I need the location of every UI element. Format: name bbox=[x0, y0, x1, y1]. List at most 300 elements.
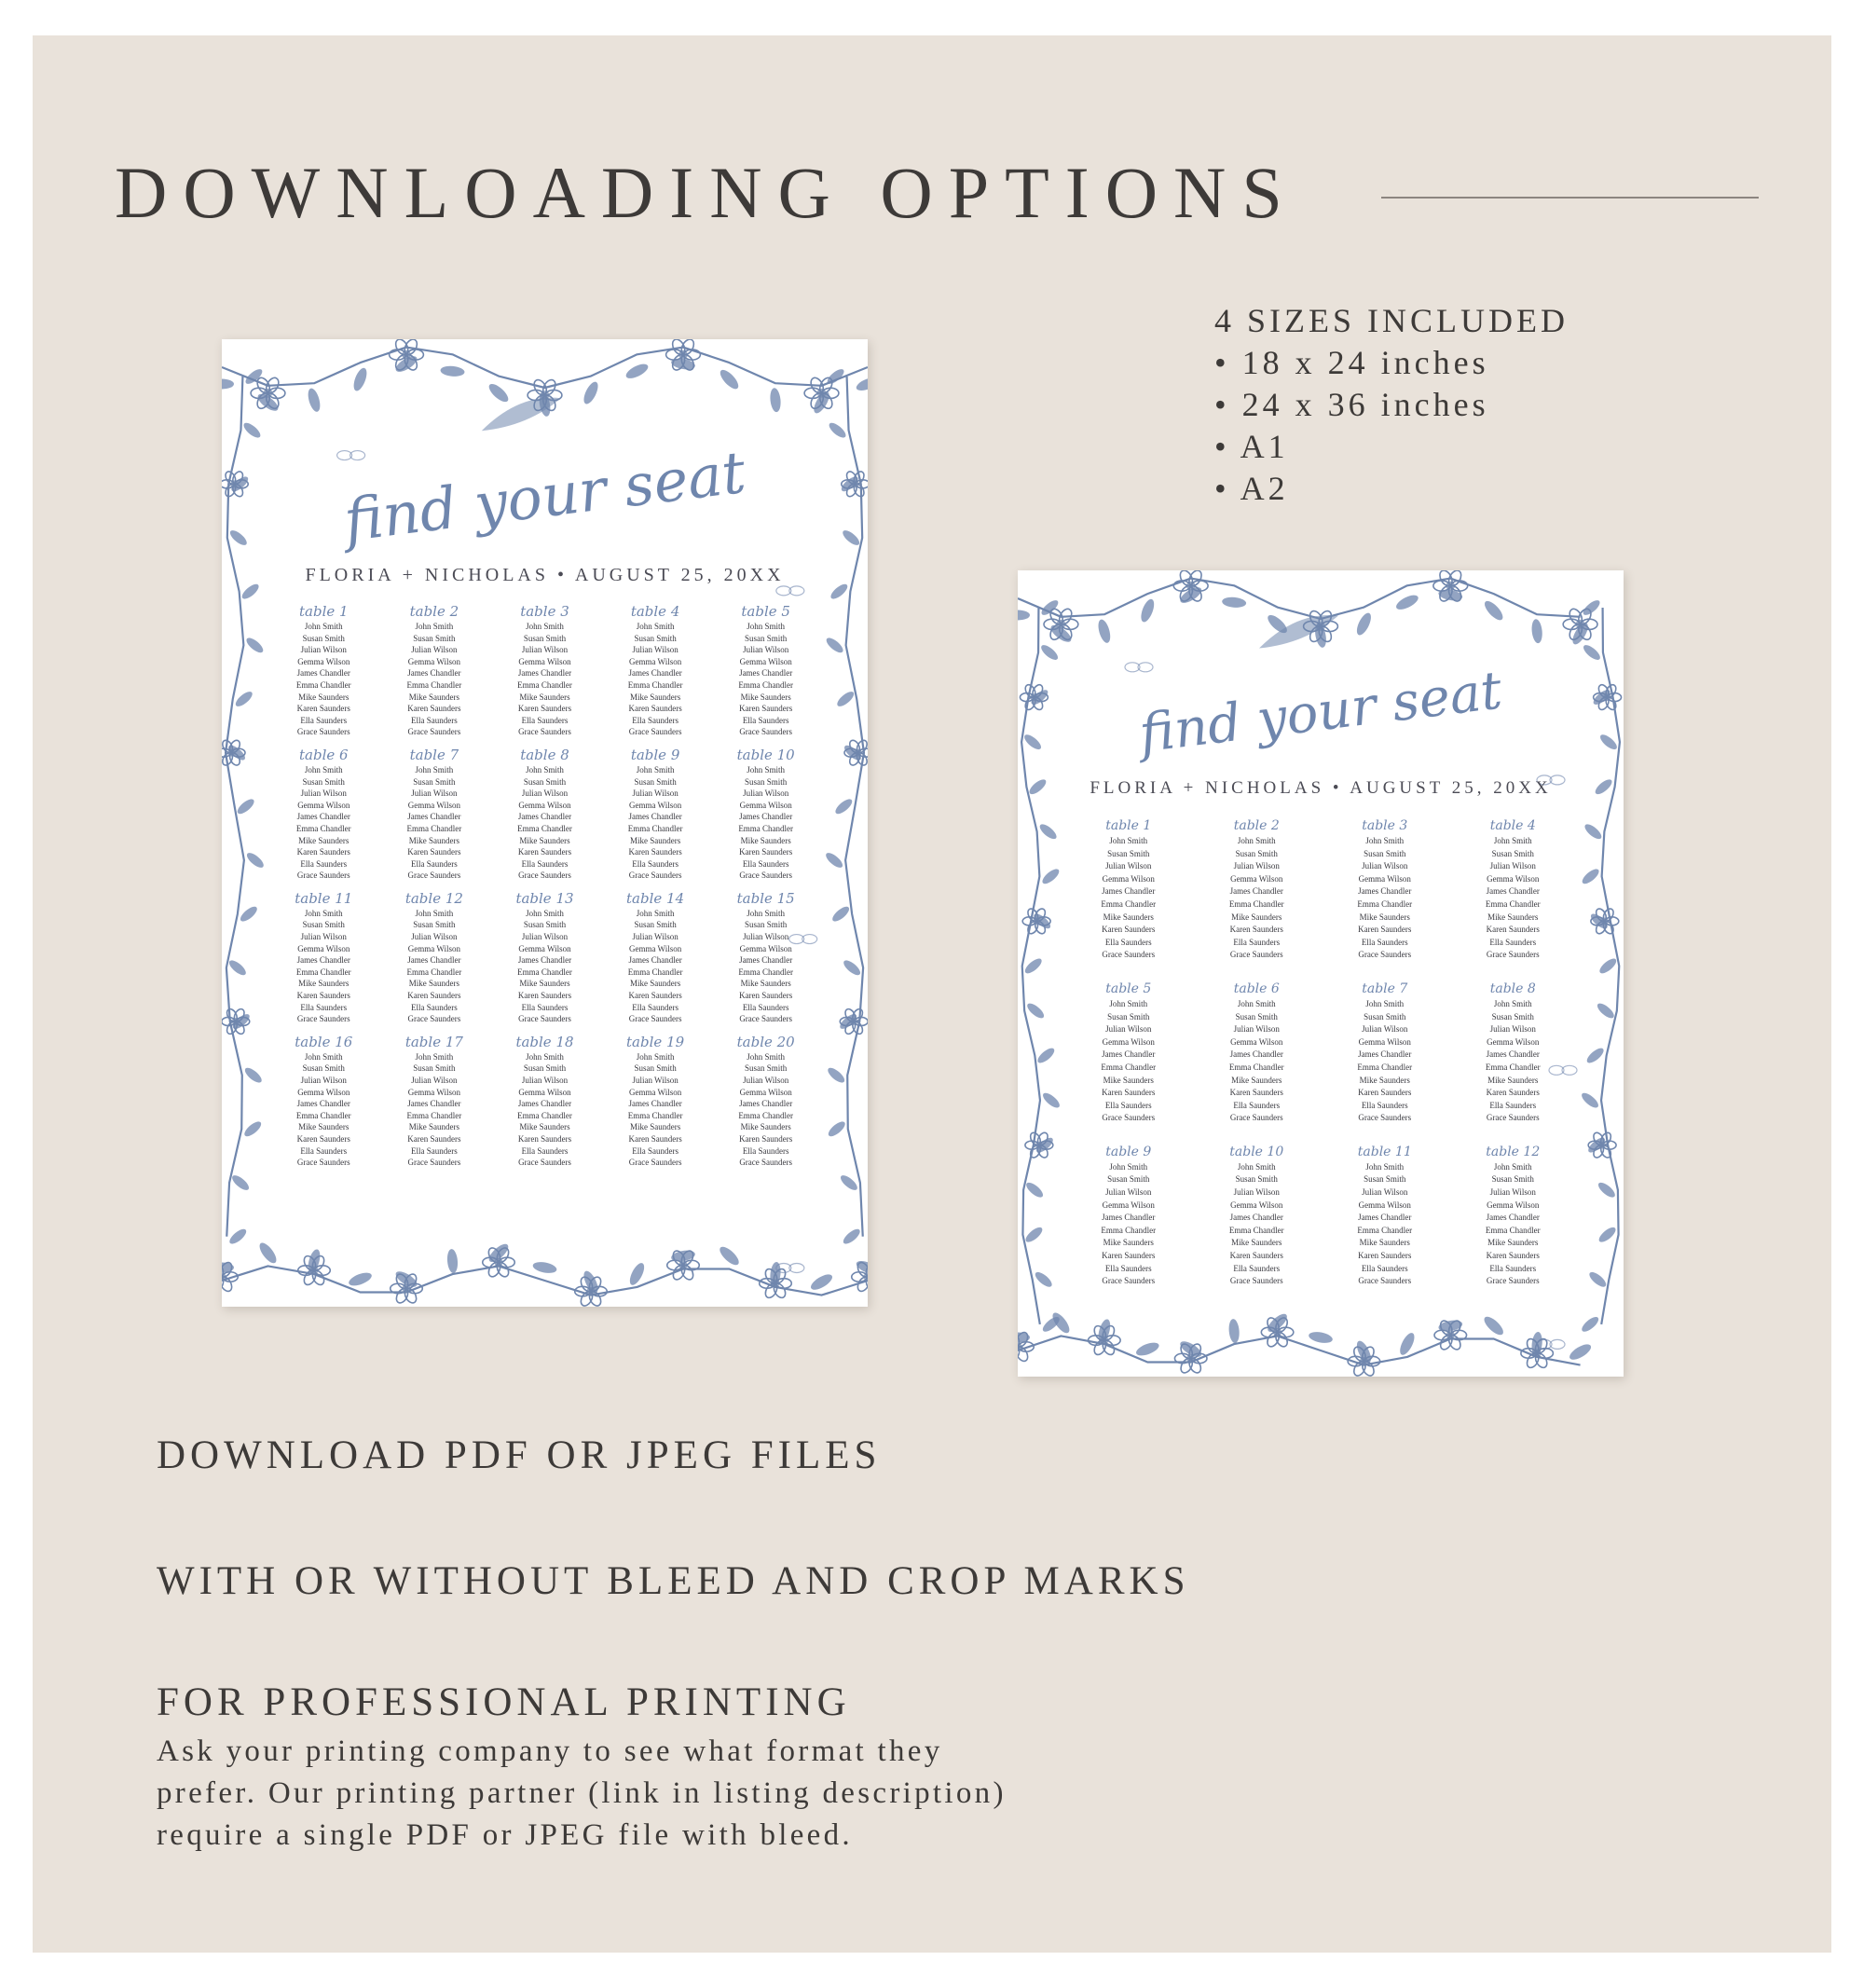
guest-name: Julian Wilson bbox=[632, 932, 678, 942]
guest-name: Susan Smith bbox=[1107, 1011, 1150, 1021]
guest-name: Ella Saunders bbox=[521, 1002, 569, 1012]
guest-name: Grace Saunders bbox=[1358, 1276, 1412, 1286]
guest-name: Gemma Wilson bbox=[1358, 1036, 1411, 1047]
seating-table bbox=[489, 1033, 600, 1169]
guest-name: Ella Saunders bbox=[411, 1145, 458, 1156]
guest-name: Gemma Wilson bbox=[1487, 1036, 1540, 1047]
guest-name: James Chandler bbox=[1486, 1049, 1540, 1060]
guest-name: John Smith bbox=[747, 622, 786, 631]
guest-name: Susan Smith bbox=[302, 633, 345, 643]
guest-name: Ella Saunders bbox=[742, 858, 789, 869]
guest-name: John Smith bbox=[304, 1051, 343, 1062]
guest-name: Gemma Wilson bbox=[1487, 873, 1540, 884]
guest-name: Gemma Wilson bbox=[297, 1087, 350, 1097]
size-item: • 18 x 24 inches bbox=[1214, 344, 1489, 381]
guest-name: Susan Smith bbox=[1235, 1174, 1278, 1185]
guest-name: Julian Wilson bbox=[632, 788, 678, 799]
guest-name: Susan Smith bbox=[1364, 1011, 1406, 1021]
guest-name: Emma Chandler bbox=[627, 679, 683, 690]
guest-name: Emma Chandler bbox=[406, 967, 462, 977]
guest-name: Mike Saunders bbox=[629, 835, 681, 845]
guest-name: Mike Saunders bbox=[519, 1122, 570, 1132]
printing-note-line: Ask your printing company to see what format they bbox=[157, 1734, 943, 1768]
guest-name: Susan Smith bbox=[634, 920, 677, 930]
guest-name: Ella Saunders bbox=[521, 715, 569, 725]
guest-name: Karen Saunders bbox=[296, 1133, 350, 1144]
guest-name: Susan Smith bbox=[523, 1063, 567, 1074]
guest-name: Karen Saunders bbox=[1486, 1251, 1540, 1261]
table-label: table 6 bbox=[1233, 980, 1280, 996]
guest-name: James Chandler bbox=[1102, 1213, 1156, 1223]
guest-name: Julian Wilson bbox=[632, 645, 678, 655]
guest-name: Gemma Wilson bbox=[1230, 1036, 1283, 1047]
guest-name: Karen Saunders bbox=[1229, 925, 1283, 935]
guest-name: Ella Saunders bbox=[1104, 1100, 1152, 1110]
table-label: table 7 bbox=[1362, 980, 1408, 996]
guest-name: Karen Saunders bbox=[1229, 1251, 1283, 1261]
table-grid bbox=[268, 602, 821, 1169]
guest-name: Ella Saunders bbox=[411, 715, 458, 725]
guest-name: Gemma Wilson bbox=[1230, 1200, 1283, 1210]
guest-name: Julian Wilson bbox=[300, 788, 347, 799]
guest-name: Grace Saunders bbox=[407, 727, 461, 737]
guest-name: Ella Saunders bbox=[1361, 1100, 1408, 1110]
guest-name: John Smith bbox=[1493, 1161, 1532, 1172]
seating-table bbox=[1449, 1144, 1578, 1288]
seating-table bbox=[1064, 1144, 1193, 1288]
table-label: table 12 bbox=[1486, 1144, 1541, 1159]
table-label: table 2 bbox=[409, 603, 459, 620]
guest-name: Karen Saunders bbox=[1102, 925, 1156, 935]
guest-name: James Chandler bbox=[1229, 1213, 1283, 1223]
guest-name: Emma Chandler bbox=[1485, 898, 1541, 909]
guest-name: Mike Saunders bbox=[629, 692, 681, 702]
guest-name: Julian Wilson bbox=[743, 1076, 789, 1085]
guest-name: James Chandler bbox=[517, 955, 572, 966]
guest-name: Susan Smith bbox=[523, 920, 567, 930]
guest-name: Gemma Wilson bbox=[739, 656, 792, 666]
guest-name: Ella Saunders bbox=[1233, 937, 1281, 947]
guest-name: Julian Wilson bbox=[1105, 861, 1152, 871]
guest-name: Grace Saunders bbox=[1358, 950, 1412, 960]
guest-name: Susan Smith bbox=[1364, 848, 1406, 858]
seating-chart-preview-small bbox=[1018, 570, 1624, 1377]
guest-name: Susan Smith bbox=[302, 1063, 345, 1074]
guest-name: James Chandler bbox=[296, 668, 350, 679]
guest-name: John Smith bbox=[415, 622, 454, 631]
size-item: • A1 bbox=[1214, 428, 1289, 465]
guest-name: Julian Wilson bbox=[521, 1076, 569, 1085]
seating-table bbox=[268, 602, 379, 738]
guest-name: Gemma Wilson bbox=[739, 800, 792, 810]
guest-name: Susan Smith bbox=[634, 776, 677, 787]
guest-name: Julian Wilson bbox=[743, 932, 789, 942]
guest-name: Gemma Wilson bbox=[628, 1087, 682, 1097]
seating-table bbox=[1193, 980, 1322, 1125]
guest-name: Ella Saunders bbox=[742, 1145, 789, 1156]
guest-name: Mike Saunders bbox=[298, 835, 350, 845]
guest-name: Gemma Wilson bbox=[1102, 873, 1155, 884]
table-label: table 14 bbox=[626, 889, 685, 907]
guest-name: Gemma Wilson bbox=[518, 1087, 571, 1097]
guest-name: Mike Saunders bbox=[1359, 1075, 1410, 1085]
seating-table bbox=[710, 746, 821, 882]
guest-name: Mike Saunders bbox=[629, 979, 681, 989]
guest-name: Julian Wilson bbox=[1362, 1187, 1408, 1198]
guest-name: James Chandler bbox=[628, 955, 682, 966]
seating-chart-preview-large bbox=[222, 339, 868, 1307]
seating-table bbox=[489, 602, 600, 738]
guest-name: Karen Saunders bbox=[1358, 1088, 1412, 1098]
guest-name: Julian Wilson bbox=[300, 1076, 347, 1085]
guest-name: Grace Saunders bbox=[407, 871, 461, 881]
guest-name: James Chandler bbox=[407, 812, 461, 822]
guest-name: Emma Chandler bbox=[1485, 1062, 1541, 1072]
guest-name: Ella Saunders bbox=[411, 1002, 458, 1012]
guest-name: Susan Smith bbox=[745, 633, 788, 643]
guest-name: Ella Saunders bbox=[521, 858, 569, 869]
guest-name: John Smith bbox=[747, 1051, 786, 1062]
guest-name: Susan Smith bbox=[1364, 1174, 1406, 1185]
guest-name: John Smith bbox=[747, 764, 786, 775]
seating-table bbox=[710, 602, 821, 738]
guest-name: John Smith bbox=[1109, 1161, 1148, 1172]
guest-name: Ella Saunders bbox=[300, 1002, 348, 1012]
guest-name: Grace Saunders bbox=[1486, 950, 1540, 960]
guest-name: Susan Smith bbox=[413, 776, 456, 787]
table-label: table 18 bbox=[515, 1033, 574, 1050]
guest-name: Susan Smith bbox=[1235, 1011, 1278, 1021]
guest-name: Emma Chandler bbox=[517, 679, 572, 690]
size-item: • A2 bbox=[1214, 470, 1289, 507]
table-label: table 9 bbox=[630, 746, 680, 763]
guest-name: Grace Saunders bbox=[628, 1014, 682, 1024]
guest-name: Julian Wilson bbox=[1233, 1187, 1280, 1198]
seating-table bbox=[379, 602, 490, 738]
guest-name: John Smith bbox=[304, 764, 343, 775]
guest-name: Karen Saunders bbox=[628, 847, 682, 857]
guest-name: Ella Saunders bbox=[300, 1145, 348, 1156]
table-label: table 1 bbox=[299, 603, 349, 620]
guest-name: Julian Wilson bbox=[632, 1076, 678, 1085]
printing-note bbox=[157, 1731, 1182, 1857]
guest-name: Ella Saunders bbox=[742, 715, 789, 725]
table-label: table 13 bbox=[515, 889, 574, 907]
guest-name: James Chandler bbox=[739, 955, 793, 966]
guest-name: Grace Saunders bbox=[628, 727, 682, 737]
guest-name: Emma Chandler bbox=[406, 1110, 462, 1120]
guest-name: James Chandler bbox=[1358, 886, 1412, 897]
guest-name: Karen Saunders bbox=[739, 991, 793, 1001]
guest-name: Julian Wilson bbox=[1233, 861, 1280, 871]
guest-name: Mike Saunders bbox=[298, 1122, 350, 1132]
seating-table bbox=[1064, 980, 1193, 1125]
guest-name: Emma Chandler bbox=[738, 823, 794, 833]
guest-name: Karen Saunders bbox=[407, 991, 461, 1001]
guest-name: Julian Wilson bbox=[411, 645, 458, 655]
guest-name: Gemma Wilson bbox=[628, 943, 682, 953]
guest-name: Ella Saunders bbox=[1233, 1263, 1281, 1273]
guest-name: Grace Saunders bbox=[518, 871, 571, 881]
guest-name: Karen Saunders bbox=[296, 847, 350, 857]
table-grid bbox=[1064, 817, 1577, 1288]
guest-name: Julian Wilson bbox=[521, 932, 569, 942]
guest-name: Karen Saunders bbox=[517, 847, 572, 857]
seating-table bbox=[1449, 817, 1578, 962]
guest-name: Gemma Wilson bbox=[739, 1087, 792, 1097]
seating-table bbox=[489, 889, 600, 1025]
guest-name: Emma Chandler bbox=[517, 1110, 572, 1120]
seating-table bbox=[1193, 1144, 1322, 1288]
seating-table bbox=[268, 1033, 379, 1169]
guest-name: Julian Wilson bbox=[1362, 861, 1408, 871]
guest-name: Julian Wilson bbox=[411, 1076, 458, 1085]
guest-name: Karen Saunders bbox=[739, 704, 793, 714]
guest-name: Susan Smith bbox=[745, 776, 788, 787]
guest-name: James Chandler bbox=[296, 1099, 350, 1109]
guest-name: Grace Saunders bbox=[739, 1158, 793, 1168]
guest-name: Emma Chandler bbox=[627, 967, 683, 977]
guest-name: Mike Saunders bbox=[740, 979, 791, 989]
guest-name: Ella Saunders bbox=[1104, 1263, 1152, 1273]
guest-name: Karen Saunders bbox=[1102, 1088, 1156, 1098]
guest-name: Emma Chandler bbox=[517, 823, 572, 833]
guest-name: Mike Saunders bbox=[1231, 1238, 1282, 1248]
bleed-crop-line: WITH OR WITHOUT BLEED AND CROP MARKS bbox=[157, 1559, 1190, 1603]
guest-name: Ella Saunders bbox=[1104, 937, 1152, 947]
chart-couple-line: FLORIA + NICHOLAS • AUGUST 25, 20XX bbox=[1090, 778, 1552, 798]
guest-name: Mike Saunders bbox=[740, 692, 791, 702]
guest-name: Grace Saunders bbox=[1229, 1276, 1283, 1286]
guest-name: John Smith bbox=[747, 908, 786, 918]
guest-name: Mike Saunders bbox=[408, 979, 460, 989]
seating-table bbox=[1193, 817, 1322, 962]
guest-name: Mike Saunders bbox=[408, 1122, 460, 1132]
guest-name: Mike Saunders bbox=[1487, 1075, 1539, 1085]
guest-name: James Chandler bbox=[517, 1099, 572, 1109]
guest-name: Mike Saunders bbox=[1103, 1238, 1154, 1248]
guest-name: James Chandler bbox=[739, 812, 793, 822]
guest-name: Susan Smith bbox=[523, 633, 567, 643]
guest-name: Mike Saunders bbox=[298, 979, 350, 989]
guest-name: Julian Wilson bbox=[300, 932, 347, 942]
guest-name: Mike Saunders bbox=[740, 835, 791, 845]
seating-table bbox=[379, 889, 490, 1025]
guest-name: Emma Chandler bbox=[1485, 1225, 1541, 1235]
guest-name: Emma Chandler bbox=[1357, 1062, 1413, 1072]
table-label: table 20 bbox=[736, 1033, 795, 1050]
guest-name: Karen Saunders bbox=[739, 847, 793, 857]
guest-name: John Smith bbox=[1493, 998, 1532, 1008]
guest-name: Mike Saunders bbox=[1487, 1238, 1539, 1248]
guest-name: Mike Saunders bbox=[408, 835, 460, 845]
guest-name: Emma Chandler bbox=[406, 823, 462, 833]
guest-name: James Chandler bbox=[628, 668, 682, 679]
table-label: table 8 bbox=[520, 746, 569, 763]
guest-name: Julian Wilson bbox=[300, 645, 347, 655]
guest-name: Julian Wilson bbox=[1489, 861, 1536, 871]
guest-name: Julian Wilson bbox=[1105, 1187, 1152, 1198]
guest-name: Karen Saunders bbox=[1229, 1088, 1283, 1098]
page-heading: DOWNLOADING OPTIONS bbox=[115, 152, 1298, 233]
guest-name: Grace Saunders bbox=[1102, 950, 1156, 960]
guest-name: Gemma Wilson bbox=[407, 656, 460, 666]
guest-name: James Chandler bbox=[407, 955, 461, 966]
guest-name: Susan Smith bbox=[745, 1063, 788, 1074]
guest-name: John Smith bbox=[526, 622, 564, 631]
seating-table bbox=[600, 746, 711, 882]
guest-name: Ella Saunders bbox=[632, 1002, 678, 1012]
guest-name: Grace Saunders bbox=[1486, 1276, 1540, 1286]
table-label: table 5 bbox=[741, 603, 790, 620]
guest-name: Ella Saunders bbox=[632, 1145, 678, 1156]
guest-name: Susan Smith bbox=[634, 633, 677, 643]
guest-name: Mike Saunders bbox=[1231, 1075, 1282, 1085]
guest-name: James Chandler bbox=[1229, 1049, 1283, 1060]
guest-name: Grace Saunders bbox=[407, 1014, 461, 1024]
table-label: table 5 bbox=[1105, 980, 1152, 996]
table-label: table 6 bbox=[299, 746, 349, 763]
guest-name: Karen Saunders bbox=[517, 991, 572, 1001]
guest-name: John Smith bbox=[636, 1051, 675, 1062]
guest-name: Ella Saunders bbox=[1489, 937, 1537, 947]
guest-name: Grace Saunders bbox=[296, 871, 350, 881]
guest-name: Emma Chandler bbox=[1228, 898, 1284, 909]
guest-name: Gemma Wilson bbox=[1230, 873, 1283, 884]
guest-name: Gemma Wilson bbox=[407, 800, 460, 810]
guest-name: John Smith bbox=[1493, 836, 1532, 845]
professional-printing-line: FOR PROFESSIONAL PRINTING bbox=[157, 1680, 851, 1724]
guest-name: Ella Saunders bbox=[742, 1002, 789, 1012]
guest-name: Julian Wilson bbox=[521, 645, 569, 655]
heading-divider bbox=[1381, 197, 1759, 199]
guest-name: Susan Smith bbox=[1235, 848, 1278, 858]
guest-name: Ella Saunders bbox=[521, 1145, 569, 1156]
sizes-title: 4 SIZES INCLUDED bbox=[1214, 302, 1569, 339]
guest-name: Mike Saunders bbox=[519, 692, 570, 702]
guest-name: Gemma Wilson bbox=[1487, 1200, 1540, 1210]
seating-table bbox=[600, 602, 711, 738]
guest-name: Emma Chandler bbox=[517, 967, 572, 977]
guest-name: Gemma Wilson bbox=[518, 656, 571, 666]
table-label: table 3 bbox=[520, 603, 569, 620]
printing-note-line: prefer. Our printing partner (link in listing description) bbox=[157, 1776, 1007, 1810]
guest-name: Grace Saunders bbox=[518, 1014, 571, 1024]
guest-name: Mike Saunders bbox=[298, 692, 350, 702]
guest-name: Karen Saunders bbox=[739, 1133, 793, 1144]
seating-table bbox=[268, 746, 379, 882]
guest-name: Susan Smith bbox=[302, 776, 345, 787]
seating-table bbox=[1321, 980, 1449, 1125]
guest-name: Grace Saunders bbox=[739, 871, 793, 881]
guest-name: Karen Saunders bbox=[296, 991, 350, 1001]
guest-name: Grace Saunders bbox=[296, 1014, 350, 1024]
guest-name: John Smith bbox=[1237, 1161, 1276, 1172]
seating-table bbox=[489, 746, 600, 882]
guest-name: Ella Saunders bbox=[300, 715, 348, 725]
guest-name: Mike Saunders bbox=[629, 1122, 681, 1132]
guest-name: Julian Wilson bbox=[1233, 1024, 1280, 1035]
guest-name: Emma Chandler bbox=[738, 1110, 794, 1120]
table-label: table 11 bbox=[295, 889, 353, 907]
table-label: table 19 bbox=[626, 1033, 685, 1050]
guest-name: Emma Chandler bbox=[295, 679, 351, 690]
guest-name: Grace Saunders bbox=[518, 727, 571, 737]
chart-script-title: find your seat bbox=[1136, 660, 1505, 765]
guest-name: James Chandler bbox=[628, 812, 682, 822]
guest-name: Emma Chandler bbox=[1357, 898, 1413, 909]
chart-script-title: find your seat bbox=[340, 437, 749, 555]
guest-name: Julian Wilson bbox=[1489, 1024, 1536, 1035]
guest-name: Ella Saunders bbox=[1489, 1263, 1537, 1273]
table-label: table 1 bbox=[1105, 818, 1152, 833]
guest-name: Grace Saunders bbox=[1229, 950, 1283, 960]
guest-name: Ella Saunders bbox=[632, 858, 678, 869]
guest-name: Ella Saunders bbox=[1233, 1100, 1281, 1110]
guest-name: James Chandler bbox=[628, 1099, 682, 1109]
guest-name: Ella Saunders bbox=[632, 715, 678, 725]
guest-name: Julian Wilson bbox=[743, 645, 789, 655]
guest-name: John Smith bbox=[636, 622, 675, 631]
table-label: table 16 bbox=[295, 1033, 353, 1050]
guest-name: James Chandler bbox=[1102, 1049, 1156, 1060]
guest-name: John Smith bbox=[1109, 836, 1148, 845]
guest-name: Gemma Wilson bbox=[1102, 1200, 1155, 1210]
guest-name: Karen Saunders bbox=[517, 1133, 572, 1144]
guest-name: Karen Saunders bbox=[628, 991, 682, 1001]
guest-name: Julian Wilson bbox=[1489, 1187, 1536, 1198]
guest-name: Grace Saunders bbox=[1102, 1113, 1156, 1123]
guest-name: Mike Saunders bbox=[1103, 912, 1154, 922]
table-label: table 4 bbox=[1489, 818, 1536, 833]
guest-name: John Smith bbox=[1365, 836, 1405, 845]
guest-name: Grace Saunders bbox=[518, 1158, 571, 1168]
guest-name: Susan Smith bbox=[1107, 848, 1150, 858]
guest-name: Emma Chandler bbox=[738, 967, 794, 977]
table-label: table 3 bbox=[1362, 818, 1408, 833]
table-label: table 10 bbox=[1229, 1144, 1284, 1159]
guest-name: Grace Saunders bbox=[296, 727, 350, 737]
guest-name: Emma Chandler bbox=[1228, 1062, 1284, 1072]
guest-name: Susan Smith bbox=[745, 920, 788, 930]
guest-name: Gemma Wilson bbox=[628, 800, 682, 810]
guest-name: Gemma Wilson bbox=[1102, 1036, 1155, 1047]
guest-name: James Chandler bbox=[517, 668, 572, 679]
guest-name: James Chandler bbox=[296, 955, 350, 966]
guest-name: Grace Saunders bbox=[296, 1158, 350, 1168]
guest-name: Julian Wilson bbox=[521, 788, 569, 799]
guest-name: Emma Chandler bbox=[1101, 1062, 1157, 1072]
guest-name: Karen Saunders bbox=[296, 704, 350, 714]
guest-name: Mike Saunders bbox=[1359, 1238, 1410, 1248]
guest-name: Julian Wilson bbox=[411, 932, 458, 942]
table-label: table 4 bbox=[630, 603, 680, 620]
seating-table bbox=[1321, 817, 1449, 962]
table-label: table 11 bbox=[1357, 1144, 1412, 1159]
guest-name: Karen Saunders bbox=[1358, 1251, 1412, 1261]
guest-name: Susan Smith bbox=[413, 633, 456, 643]
guest-name: Gemma Wilson bbox=[1358, 1200, 1411, 1210]
guest-name: Susan Smith bbox=[413, 1063, 456, 1074]
guest-name: Grace Saunders bbox=[1486, 1113, 1540, 1123]
guest-name: John Smith bbox=[1237, 998, 1276, 1008]
guest-name: Emma Chandler bbox=[295, 967, 351, 977]
guest-name: Gemma Wilson bbox=[518, 800, 571, 810]
table-label: table 15 bbox=[736, 889, 795, 907]
guest-name: Karen Saunders bbox=[1358, 925, 1412, 935]
guest-name: Grace Saunders bbox=[739, 1014, 793, 1024]
seating-table bbox=[710, 1033, 821, 1169]
